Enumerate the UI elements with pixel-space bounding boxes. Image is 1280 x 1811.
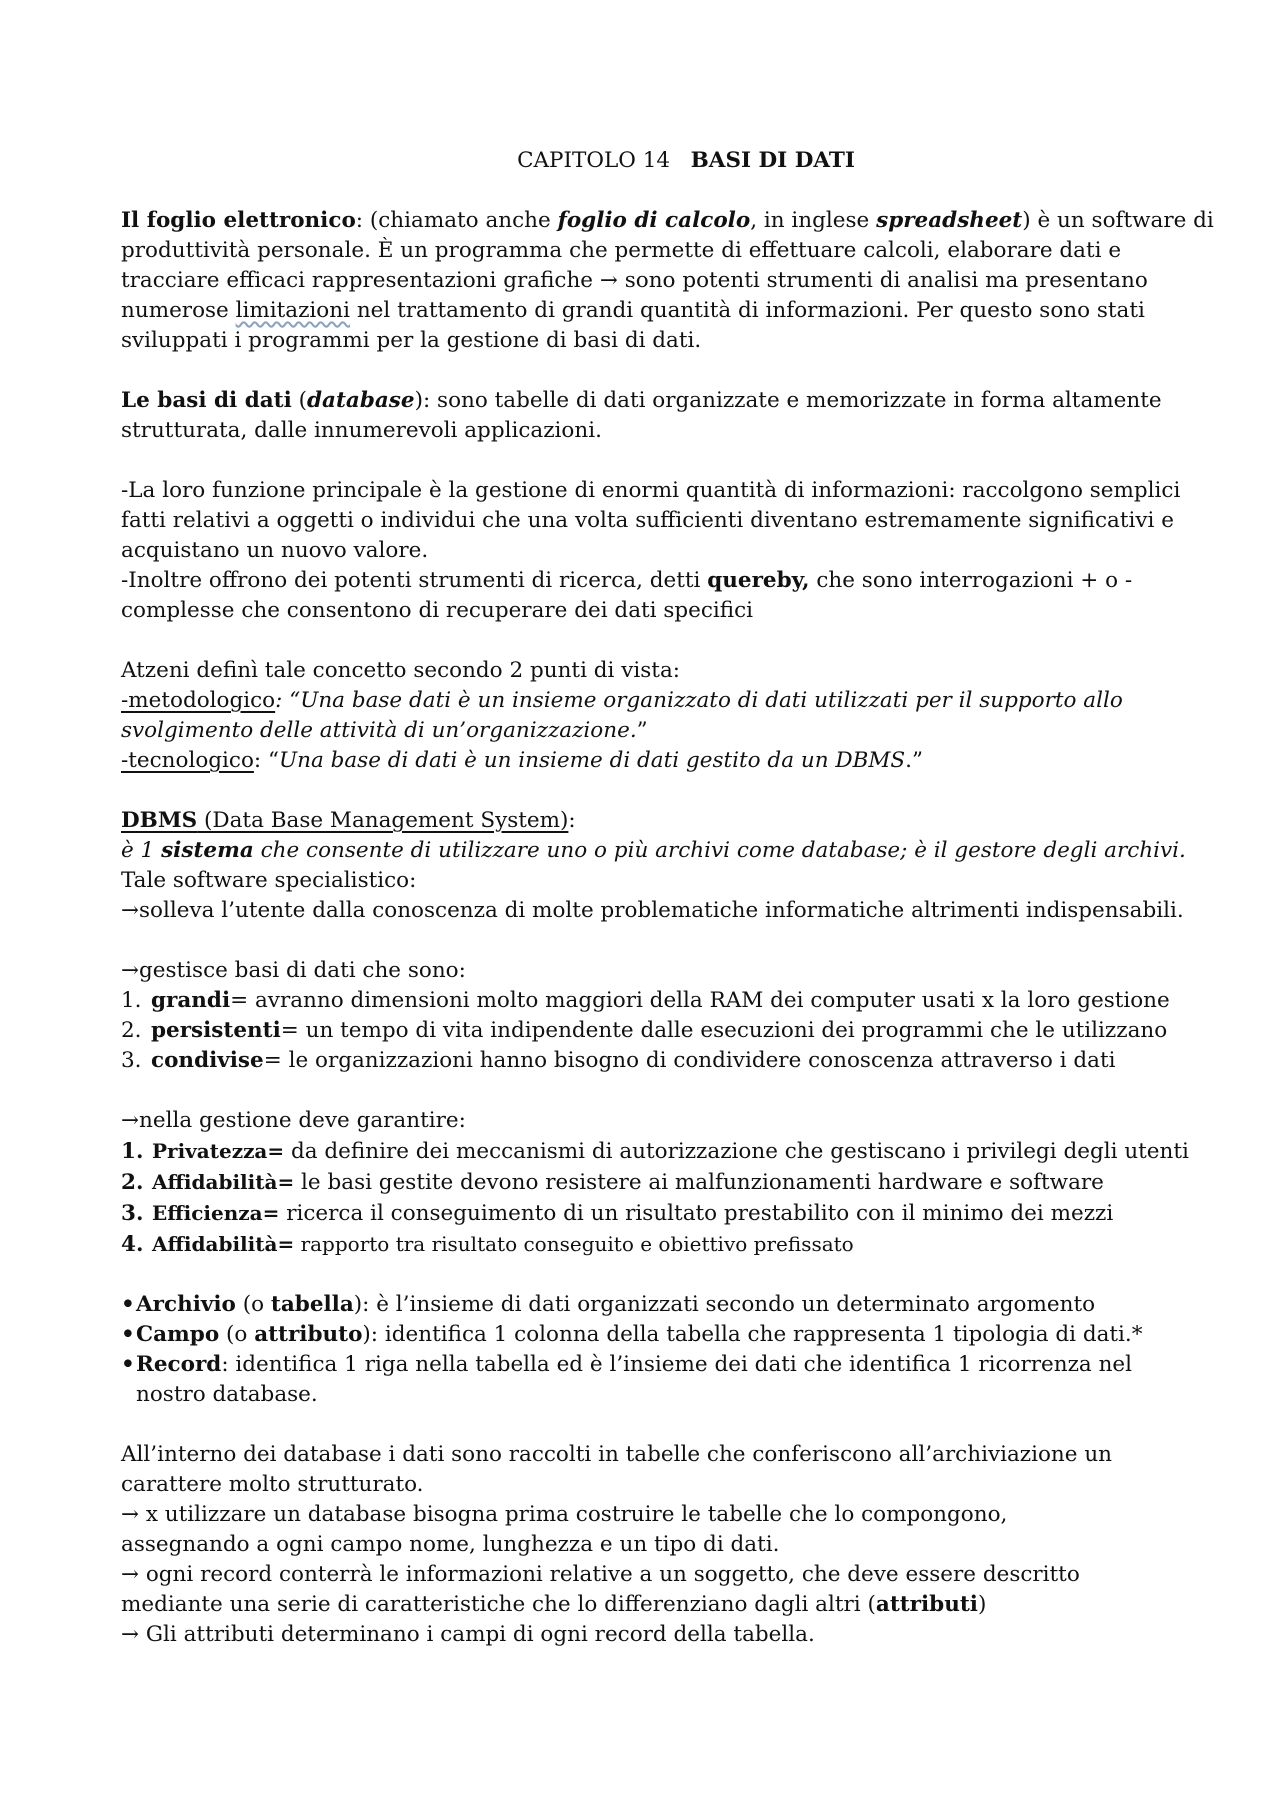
quote-metodologico-cont: svolgimento delle attività di un’organizzazione. [121, 718, 637, 743]
list-intro: →gestisce basi di dati che sono: [121, 958, 466, 983]
term-spreadsheet: Il foglio elettronico [121, 208, 356, 233]
text: (o [219, 1322, 255, 1347]
document-body [121, 146, 1214, 1650]
text: ” [636, 718, 648, 743]
bullet-item [121, 1350, 1211, 1380]
text-line: complesse che consentono di recuperare dei dati specifici [121, 598, 754, 623]
item-term: Affidabilità= [152, 1170, 295, 1194]
term-dbms: DBMS [121, 808, 198, 833]
text-line: sviluppati i programmi per la gestione di basi di dati. [121, 328, 702, 353]
spellcheck-word: limitazioni [235, 298, 350, 323]
term-attributi: attributi [875, 1592, 978, 1617]
quote-tecnologico: Una base di dati è un insieme di dati gestito da un DBMS [278, 748, 906, 773]
text-line: → Gli attributi determinano i campi di ogni record della tabella. [121, 1622, 815, 1647]
text: che consente di utilizzare uno o più archivi come database; è il gestore degli archivi. [253, 838, 1186, 863]
text: numerose [121, 298, 236, 323]
text: , in inglese [750, 208, 877, 233]
page-title [121, 146, 1211, 176]
item-term: Efficienza= [152, 1201, 280, 1225]
paragraph-functions [121, 476, 1211, 626]
list-guarantees [121, 1106, 1211, 1260]
text: (o [235, 1292, 271, 1317]
item-number: 2. [121, 1018, 142, 1043]
text-line: tracciare efficaci rappresentazioni grafiche → sono potenti strumenti di analisi ma presentano [121, 268, 1148, 293]
paragraph-dbms [121, 806, 1211, 926]
paragraph-atzeni [121, 656, 1211, 776]
text: ) [977, 1592, 987, 1617]
text-line: →solleva l’utente dalla conoscenza di molte problematiche informatiche altrimenti indispensabili. [121, 898, 1184, 923]
bullet-icon: • [121, 1322, 135, 1347]
list-item [121, 1229, 1211, 1260]
list-item [121, 1136, 1211, 1167]
item-text: rapporto tra risultato conseguito e obiettivo prefissato [294, 1232, 854, 1256]
text-line: → x utilizzare un database bisogna prima costruire le tabelle che lo compongono, [121, 1502, 1008, 1527]
text: ( [291, 388, 307, 413]
item-term: grandi [151, 988, 231, 1013]
term-spreadsheet-en: spreadsheet [876, 208, 1023, 233]
text-line: produttività personale. È un programma che permette di effettuare calcoli, elaborare dati e [121, 238, 1122, 263]
list-item [121, 1167, 1211, 1198]
term-record: Record [136, 1352, 222, 1377]
item-text: = avranno dimensioni molto maggiori della RAM dei computer usati x la loro gestione [230, 988, 1170, 1013]
text: .” [905, 748, 923, 773]
text: ): è l’insieme di dati organizzati secondo un determinato argomento [353, 1292, 1096, 1317]
text-line: All’interno dei database i dati sono raccolti in tabelle che conferiscono all’archiviazione un [121, 1442, 1113, 1467]
text-line: carattere molto strutturato. [121, 1472, 424, 1497]
term-campo: Campo [136, 1322, 220, 1347]
bullet-item [121, 1290, 1211, 1320]
quote-metodologico: : “Una base dati è un insieme organizzato di dati utilizzati per il supporto allo [275, 688, 1123, 713]
item-text: ricerca il conseguimento di un risultato prestabilito con il minimo dei mezzi [279, 1201, 1114, 1226]
label-tecnologico: -tecnologico [121, 748, 254, 773]
text: nel trattamento di grandi quantità di informazioni. Per questo sono stati [349, 298, 1145, 323]
text-line: Tale software specialistico: [121, 868, 417, 893]
item-text: da definire dei meccanismi di autorizzazione che gestiscano i privilegi degli utenti [284, 1139, 1189, 1164]
bullet-list-definitions [121, 1290, 1211, 1410]
text: ) è un software di [1022, 208, 1214, 233]
bullet-item-continuation: nostro database. [136, 1382, 318, 1407]
item-text: = le organizzazioni hanno bisogno di condividere conoscenza attraverso i dati [263, 1048, 1116, 1073]
chapter-number: CAPITOLO 14 [517, 148, 671, 173]
item-term: Privatezza= [152, 1139, 285, 1163]
text: : identifica 1 riga nella tabella ed è l’insieme dei dati che identifica 1 ricorrenza nel [221, 1352, 1133, 1377]
list-item [121, 1198, 1211, 1229]
paragraph-database [121, 386, 1211, 446]
text-line: -La loro funzione principale è la gestione di enormi quantità di informazioni: raccolgono semplici [121, 478, 1181, 503]
label-metodologico: -metodologico [121, 688, 276, 713]
text: mediante una serie di caratteristiche che lo differenziano dagli altri ( [121, 1592, 876, 1617]
text-line: Atzeni definì tale concetto secondo 2 punti di vista: [121, 658, 681, 683]
bullet-icon: • [121, 1352, 135, 1377]
item-term: condivise [151, 1048, 264, 1073]
text-line: strutturata, dalle innumerevoli applicazioni. [121, 418, 602, 443]
text-line: acquistano un nuovo valore. [121, 538, 429, 563]
item-number: 3. [121, 1048, 142, 1073]
term-database: database [307, 388, 415, 413]
term-archivio: Archivio [136, 1292, 236, 1317]
chapter-title: BASI DI DATI [690, 148, 855, 173]
item-number: 1. [121, 1139, 144, 1164]
text: : “ [253, 748, 279, 773]
dbms-expansion: (Data Base Management System) [197, 808, 569, 833]
item-term: Affidabilità= [152, 1232, 295, 1256]
term-basi-di-dati: Le basi di dati [121, 388, 292, 413]
text-line: → ogni record conterrà le informazioni relative a un soggetto, che deve essere descritto [121, 1562, 1080, 1587]
paragraph-tables [121, 1440, 1211, 1650]
text: ): identifica 1 colonna della tabella che rappresenta 1 tipologia di dati.* [362, 1322, 1143, 1347]
bullet-item [121, 1320, 1211, 1350]
list-item [121, 986, 1211, 1016]
text: : (chiamato anche [355, 208, 558, 233]
term-tabella: tabella [270, 1292, 354, 1317]
text-line: assegnando a ogni campo nome, lunghezza e un tipo di dati. [121, 1532, 780, 1557]
list-intro: →nella gestione deve garantire: [121, 1108, 466, 1133]
text: ): sono tabelle di dati organizzate e memorizzate in forma altamente [414, 388, 1162, 413]
list-item [121, 1046, 1211, 1076]
text: : [568, 808, 576, 833]
text-line: fatti relativi a oggetti o individui che una volta sufficienti diventano estremamente significativi e [121, 508, 1174, 533]
term-attributo: attributo [254, 1322, 363, 1347]
term-sistema: sistema [161, 838, 254, 863]
item-text: le basi gestite devono resistere ai malfunzionamenti hardware e software [294, 1170, 1104, 1195]
list-item [121, 1016, 1211, 1046]
item-number: 2. [121, 1170, 144, 1195]
term-quereby: quereby, [707, 568, 810, 593]
item-number: 1. [121, 988, 142, 1013]
text: è 1 [121, 838, 162, 863]
list-database-properties [121, 956, 1211, 1076]
paragraph-spreadsheet [121, 206, 1214, 356]
item-number: 4. [121, 1232, 144, 1257]
term-foglio-di-calcolo: foglio di calcolo [557, 208, 751, 233]
text: -Inoltre offrono dei potenti strumenti di ricerca, detti [121, 568, 708, 593]
item-text: = un tempo di vita indipendente dalle esecuzioni dei programmi che le utilizzano [280, 1018, 1168, 1043]
bullet-icon: • [121, 1292, 135, 1317]
text: che sono interrogazioni + o - [809, 568, 1133, 593]
item-term: persistenti [151, 1018, 281, 1043]
item-number: 3. [121, 1201, 144, 1226]
